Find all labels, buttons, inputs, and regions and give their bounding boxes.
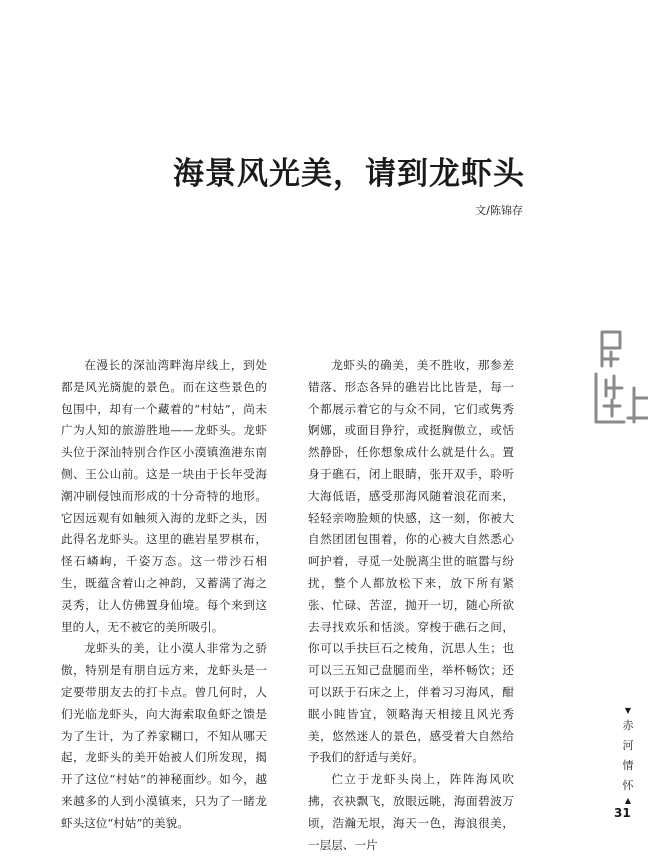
article-column-left	[61, 355, 267, 835]
triangle-down-icon: ▼	[624, 706, 632, 715]
sidebar-section-label	[620, 706, 636, 806]
paragraph: 龙虾头的美，让小漠人非常为之骄傲，特别是有朋自远方来，龙虾头是一定要带朋友去的打卡点。曾几何时，人们光临龙虾头，向大海索取鱼虾之馈是为了生计，为了养家糊口，不知从哪天起，龙虾头的美开始被人们所发现，揭开了这位“村姑”的神秘面纱。如今，越来越多的人到小漠镇来，只为了一睹龙虾头这位“村姑”的美貌。	[61, 641, 267, 830]
article-title: 海景风光美，请到龙虾头	[173, 156, 525, 192]
triangle-up-icon: ▲	[624, 796, 632, 805]
section-label-text: 赤河情怀	[622, 719, 634, 792]
page-number: 31	[614, 806, 631, 820]
paragraph: 在漫长的深汕湾畔海岸线上，到处都是风光旖旎的景色。而在这些景色的包围中，却有一个藏着的“村姑”，尚未广为人知的旅游胜地——龙虾头。龙虾头位于深汕特别合作区小漠镇渔港东南侧、王公山前。这是一块由于长年受海潮冲刷侵蚀而形成的十分奇特的地形。它因远观有如触须入海的龙虾之头，因此得名龙虾头。这里的礁岩星罗棋布，怪石嶙峋，千姿万态。这一带沙石相生，既蕴含着山之神韵，又蓄满了海之灵秀，让人仿佛置身仙境。每个来到这里的人，无不被它的美所吸引。	[61, 358, 267, 634]
author-byline: 文/陈锦存	[475, 204, 523, 217]
article-column-right	[308, 355, 514, 856]
paragraph: 龙虾头的确美，美不胜收，那参差错落、形态各异的礁岩比比皆是，每一个都展示着它的与众不同，它们或隽秀婀娜，或面目狰狞，或挺胸傲立，或恬然静卧，任你想象成什么就是什么。置身于礁石，闭上眼睛，张开双手，聆听大海低语，感受那海风随着浪花而来，轻轻亲吻脸颊的快感，这一刻，你被大自然团团包围着，你的心被大自然悉心呵护着，寻觅一处脱离尘世的暄嚣与纷扰，整个人都放松下来，放下所有紧张、忙碌、苦涩，抛开一切，随心所欲去寻找欢乐和恬淡。穿梭于礁石之间，你可以手扶巨石之棱角，沉思人生；也可以三五知己盘腿而坐，举杯畅饮；还可以跃于石床之上，伴着习习海风，酣眠小盹皆宜，领略海天相接且风光秀美，悠然迷人的景色，感受着大自然给予我们的舒适与美好。	[308, 358, 514, 765]
paragraph: 伫立于龙虾头岗上，阵阵海风吹拂，衣袂飘飞，放眼远眺，海面碧波万顷，浩瀚无垠，海天一色，海浪很美，一层层、一片	[308, 772, 514, 852]
section-seal-icon	[590, 326, 648, 428]
